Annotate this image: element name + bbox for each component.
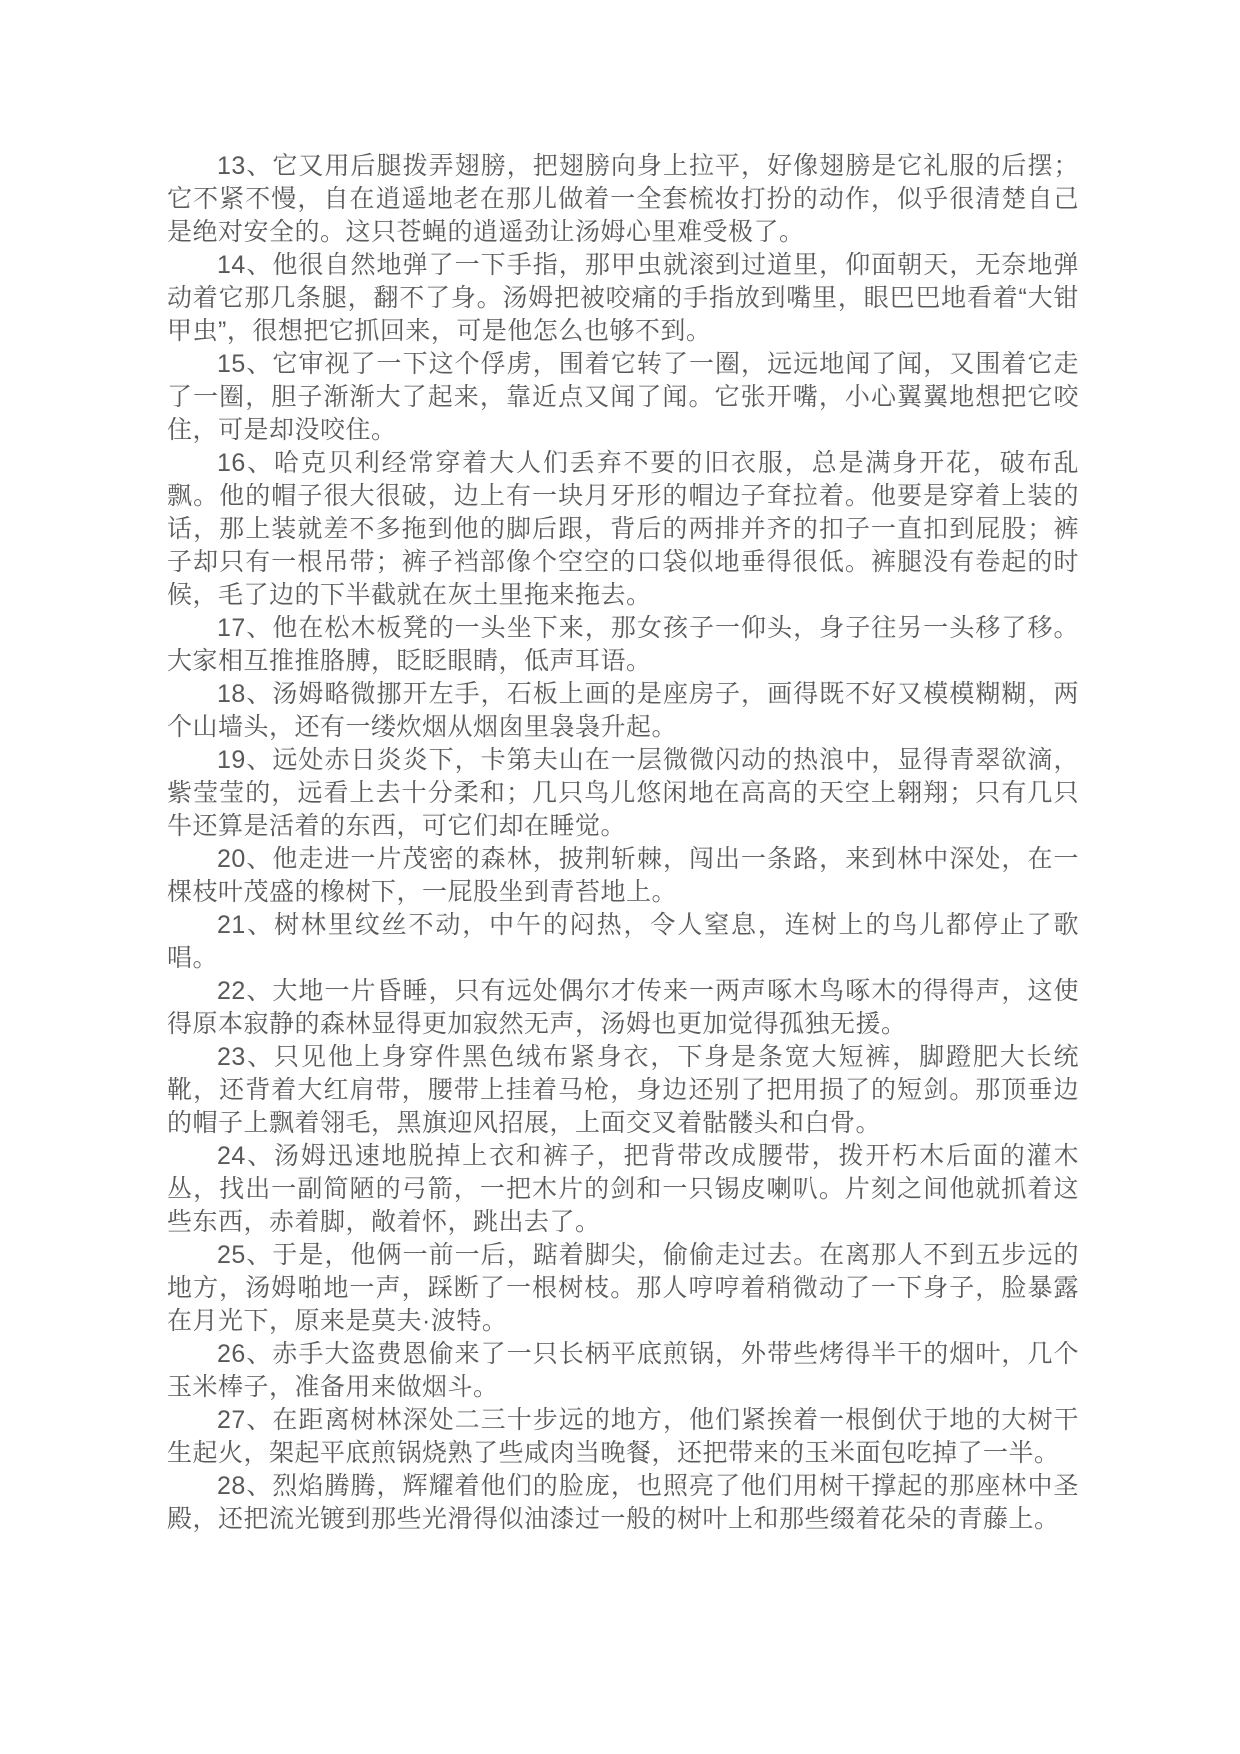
paragraph-19: 19、远处赤日炎炎下，卡第夫山在一层微微闪动的热浪中，显得青翠欲滴，紫莹莹的，远看上去十分柔和；几只鸟儿悠闲地在高高的天空上翱翔；只有几只牛还算是活着的东西，可它们却在睡觉。 bbox=[167, 746, 1079, 840]
paragraph-24: 24、汤姆迅速地脱掉上衣和裤子，把背带改成腰带，拨开朽木后面的灌木丛，找出一副简陋的弓箭，一把木片的剑和一只锡皮喇叭。片刻之间他就抓着这些东西，赤着脚，敞着怀，跳出去了。 bbox=[167, 1142, 1079, 1236]
paragraph-21: 21、树林里纹丝不动，中午的闷热，令人窒息，连树上的鸟儿都停止了歌唱。 bbox=[167, 911, 1079, 972]
document-text-block bbox=[167, 150, 1079, 1536]
paragraph-18: 18、汤姆略微挪开左手，石板上画的是座房子，画得既不好又模模糊糊，两个山墙头，还有一缕炊烟从烟囱里袅袅升起。 bbox=[167, 680, 1079, 741]
paragraph-13: 13、它又用后腿拨弄翅膀，把翅膀向身上拉平，好像翅膀是它礼服的后摆；它不紧不慢，自在逍遥地老在那儿做着一全套梳妆打扮的动作，似乎很清楚自己是绝对安全的。这只苍蝇的逍遥劲让汤姆心里难受极了。 bbox=[167, 152, 1079, 246]
paragraph-25: 25、于是，他俩一前一后，踮着脚尖，偷偷走过去。在离那人不到五步远的地方，汤姆啪地一声，踩断了一根树枝。那人哼哼着稍微动了一下身子，脸暴露在月光下，原来是莫夫·波特。 bbox=[167, 1241, 1079, 1335]
paragraph-22: 22、大地一片昏睡，只有远处偶尔才传来一两声啄木鸟啄木的得得声，这使得原本寂静的森林显得更加寂然无声，汤姆也更加觉得孤独无援。 bbox=[167, 977, 1079, 1038]
paragraph-15: 15、它审视了一下这个俘虏，围着它转了一圈，远远地闻了闻，又围着它走了一圈，胆子渐渐大了起来，靠近点又闻了闻。它张开嘴，小心翼翼地想把它咬住，可是却没咬住。 bbox=[167, 350, 1079, 444]
paragraph-14: 14、他很自然地弹了一下手指，那甲虫就滚到过道里，仰面朝天，无奈地弹动着它那几条腿，翻不了身。汤姆把被咬痛的手指放到嘴里，眼巴巴地看着“大钳甲虫”，很想把它抓回来，可是他怎么也够不到。 bbox=[167, 251, 1079, 345]
paragraph-16: 16、哈克贝利经常穿着大人们丢弃不要的旧衣服，总是满身开花，破布乱飘。他的帽子很大很破，边上有一块月牙形的帽边子耷拉着。他要是穿着上装的话，那上装就差不多拖到他的脚后跟，背后的两排并齐的扣子一直扣到屁股；裤子却只有一根吊带；裤子裆部像个空空的口袋似地垂得很低。裤腿没有卷起的时候，毛了边的下半截就在灰土里拖来拖去。 bbox=[167, 449, 1079, 609]
paragraph-20: 20、他走进一片茂密的森林，披荆斩棘，闯出一条路，来到林中深处，在一棵枝叶茂盛的橡树下，一屁股坐到青苔地上。 bbox=[167, 845, 1079, 906]
paragraph-27: 27、在距离树林深处二三十步远的地方，他们紧挨着一根倒伏于地的大树干生起火，架起平底煎锅烧熟了些咸肉当晚餐，还把带来的玉米面包吃掉了一半。 bbox=[167, 1406, 1079, 1467]
paragraph-28: 28、烈焰腾腾，辉耀着他们的脸庞，也照亮了他们用树干撑起的那座林中圣殿，还把流光镀到那些光滑得似油漆过一般的树叶上和那些缀着花朵的青藤上。 bbox=[167, 1472, 1079, 1533]
paragraph-23: 23、只见他上身穿件黑色绒布紧身衣，下身是条宽大短裤，脚蹬肥大长统靴，还背着大红肩带，腰带上挂着马枪，身边还别了把用损了的短剑。那顶垂边的帽子上飘着翎毛，黑旗迎风招展，上面交叉着骷髅头和白骨。 bbox=[167, 1043, 1079, 1137]
paragraph-26: 26、赤手大盗费恩偷来了一只长柄平底煎锅，外带些烤得半干的烟叶，几个玉米棒子，准备用来做烟斗。 bbox=[167, 1340, 1079, 1401]
paragraph-17: 17、他在松木板凳的一头坐下来，那女孩子一仰头，身子往另一头移了移。大家相互推推胳膊，眨眨眼睛，低声耳语。 bbox=[167, 614, 1079, 675]
